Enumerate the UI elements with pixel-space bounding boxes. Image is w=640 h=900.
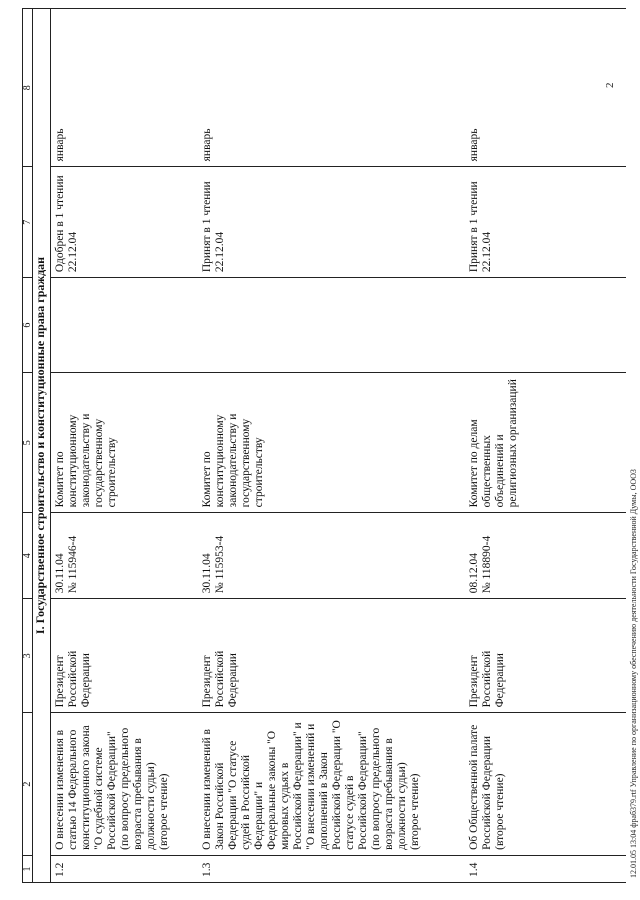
scheduled-month: январь [465,9,626,167]
registration-cell [51,513,199,599]
registration-number: № 115953-4 [214,535,227,594]
registration-cell [198,513,465,599]
registration-date: 30.11.04 [201,553,214,594]
plan-table [22,8,626,883]
responsible-committee: Комитет по делам общественных объединений и религиозных организаций [465,373,626,513]
row-number: 1.3 [198,855,465,882]
registration-number: № 118890-4 [481,535,494,594]
responsible-committee: Комитет по конституционному законодательству и государственному строительству [51,373,199,513]
column-6-cell [51,278,199,373]
table-row [198,9,465,883]
section-title: I. Государственное строительство и конституционные права граждан [33,9,51,883]
initiator: Президент Российской Федерации [198,599,465,713]
column-number: 5 [23,373,33,513]
initiator: Президент Российской Федерации [465,599,626,713]
column-number: 1 [23,855,33,882]
bill-title: Об Общественной палате Российской Федерации (второе чтение) [465,713,626,855]
column-6-cell [198,278,465,373]
registration-date: 30.11.04 [54,553,67,594]
column-number: 7 [23,167,33,278]
section-header-row [33,9,51,883]
responsible-committee: Комитет по конституционному законодательству и государственному строительству [198,373,465,513]
table-row [51,9,199,883]
column-number: 4 [23,513,33,599]
column-number: 2 [23,713,33,855]
initiator: Президент Российской Федерации [51,599,199,713]
registration-date: 08.12.04 [468,552,481,594]
registration-cell [465,513,626,599]
column-number: 6 [23,278,33,373]
bill-status: Принят в 1 чтении 22.12.04 [465,167,626,278]
bill-status: Одобрен в 1 чтении 22.12.04 [51,167,199,278]
column-number: 8 [23,9,33,167]
bill-title: О внесении изменения в статью 14 Федерального конституционного закона "О судебной системе Российской Федерации" (по вопросу предельного возраста пребывания в должности судьи) (второе чтение) [51,713,199,855]
column-number: 3 [23,599,33,713]
row-number: 1.2 [51,855,199,882]
column-number-row [23,9,33,883]
scheduled-month: январь [198,9,465,167]
page-number: 2 [604,82,616,88]
footer-text: 12.01.05 13:04 фраб379.rtf Управление по организационному обеспечению деятельности Государственной Думы, ООО3 [629,469,638,878]
row-number: 1.4 [465,855,626,882]
scheduled-month: январь [51,9,199,167]
bill-status: Принят в 1 чтении 22.12.04 [198,167,465,278]
bill-title: О внесении изменений в Закон Российской Федерации "О статусе судей в Российской Федерации" и Федеральные законы "О мировых судьях в Российской Федерации" и "О внесении изменений и дополнений в Закон Российской Федерации "О статусе судей в Российской Федерации" (по вопросу предельного возраста пребывания в должности судьи) (второе чтение) [198,713,465,855]
column-6-cell [465,278,626,373]
table-row [465,9,626,883]
registration-number: № 115946-4 [67,535,80,594]
